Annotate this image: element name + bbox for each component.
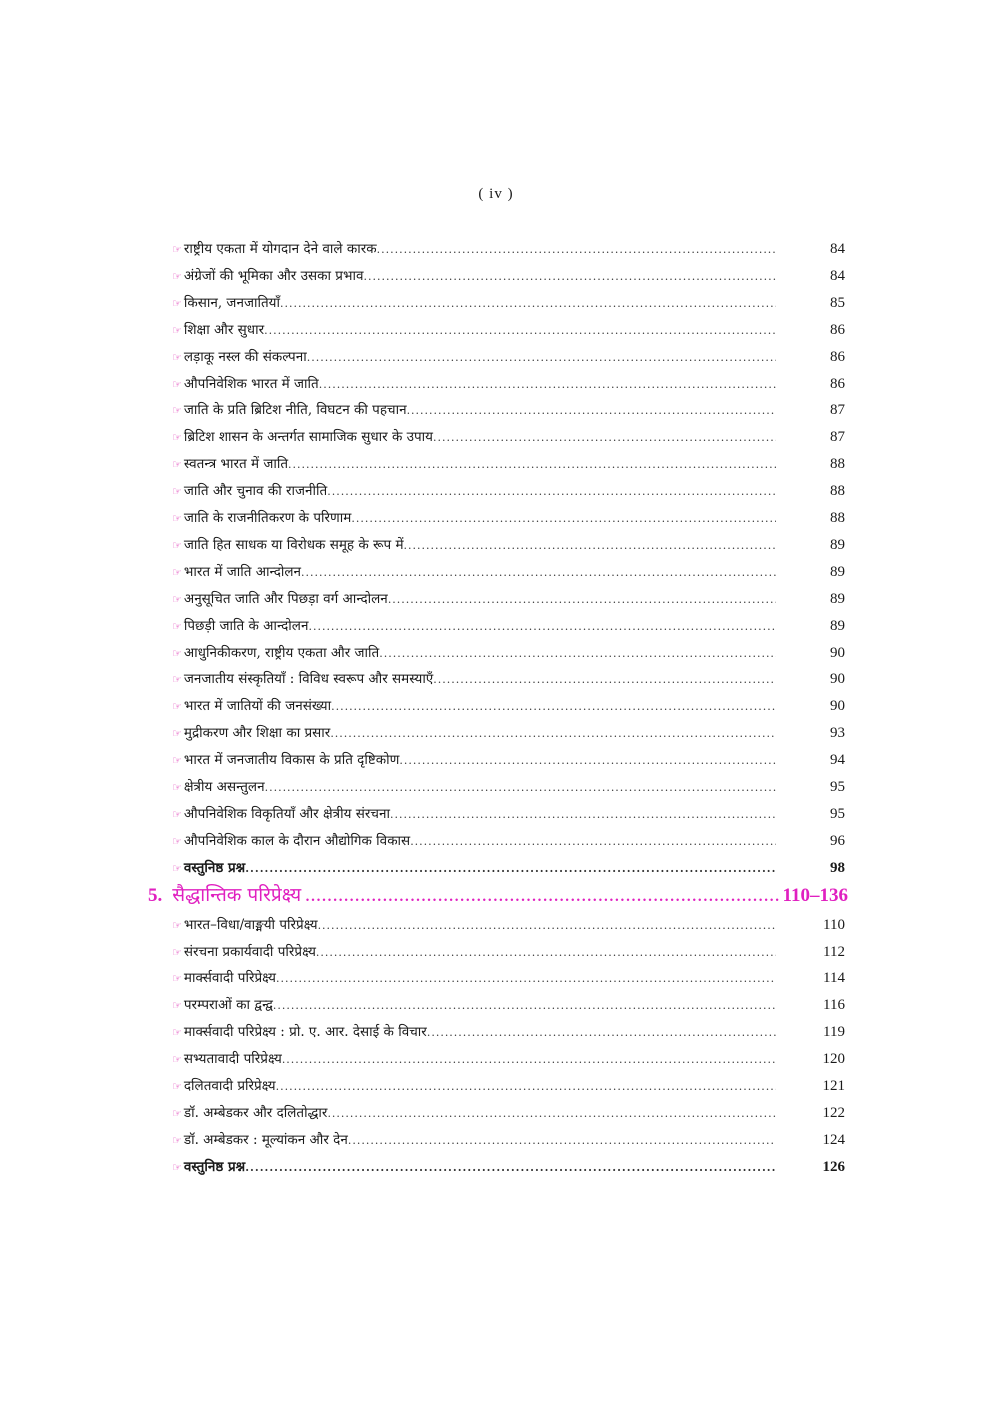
toc-entry-line <box>172 747 776 774</box>
toc-entry[interactable] <box>0 1073 992 1100</box>
pointing-hand-icon: ☞ <box>172 431 182 445</box>
dot-leader <box>433 666 776 693</box>
dot-leader <box>301 559 776 586</box>
dot-leader <box>388 586 776 613</box>
toc-entry-line <box>172 1127 776 1154</box>
toc-entry-title: भारत में जनजातीय विकास के प्रति दृष्टिकोण <box>183 752 400 769</box>
toc-entry-title: संरचना प्रकार्यवादी परिप्रेक्ष्य <box>183 943 316 960</box>
toc-entry[interactable] <box>0 747 992 774</box>
toc-entry-line <box>172 1073 776 1100</box>
pointing-hand-icon: ☞ <box>172 458 182 472</box>
toc-entry-page: 93 <box>830 725 845 742</box>
toc-entry-line <box>172 478 776 505</box>
dot-leader <box>245 1154 776 1181</box>
toc-entry[interactable] <box>0 451 992 478</box>
dot-leader <box>379 640 776 667</box>
pointing-hand-icon: ☞ <box>172 999 182 1013</box>
chapter-page-range: 110–136 <box>782 884 848 906</box>
toc-entry-title: राष्ट्रीय एकता में योगदान देने वाले कारक <box>183 241 377 257</box>
toc-entry-page: 84 <box>830 267 845 284</box>
toc-entry[interactable] <box>0 290 992 317</box>
toc-entry[interactable] <box>0 424 992 451</box>
dot-leader <box>399 747 776 774</box>
dot-leader <box>265 774 776 801</box>
toc-entry[interactable] <box>0 693 992 720</box>
toc-entry-page: 86 <box>830 375 845 392</box>
dot-leader <box>319 371 776 398</box>
pointing-hand-icon: ☞ <box>172 861 182 875</box>
dot-leader <box>282 1046 776 1073</box>
pointing-hand-icon: ☞ <box>172 700 182 714</box>
pointing-hand-icon: ☞ <box>172 1026 182 1040</box>
dot-leader <box>327 1100 776 1127</box>
toc-entry-line <box>172 693 776 720</box>
toc-entry-page: 96 <box>830 832 845 849</box>
chapter-title: सैद्धान्तिक परिप्रेक्ष्य <box>172 883 302 906</box>
dot-leader <box>331 693 776 720</box>
toc-entry-line <box>172 965 776 992</box>
toc-entry-title: आधुनिकीकरण, राष्ट्रीय एकता और जाति <box>183 644 380 661</box>
pointing-hand-icon: ☞ <box>172 512 182 525</box>
toc-entry-title: वस्तुनिष्ठ प्रश्न <box>183 1158 246 1175</box>
toc-entry-page: 119 <box>823 1024 845 1041</box>
toc-entry-page: 112 <box>823 943 845 960</box>
toc-entry-page: 124 <box>822 1131 845 1148</box>
toc-entry-line <box>172 1019 776 1046</box>
dot-leader <box>427 1019 776 1046</box>
toc-entry-title: भारत में जातियों की जनसंख्या <box>183 698 332 715</box>
dot-leader <box>363 263 776 290</box>
toc-entry-page: 84 <box>830 241 845 257</box>
toc-entry-page: 87 <box>830 402 845 419</box>
dot-leader <box>327 478 776 505</box>
toc-entry-line <box>172 992 776 1019</box>
toc-entry-line <box>172 1046 776 1073</box>
toc-entry[interactable] <box>0 774 992 801</box>
toc-entry-title: शिक्षा और सुधार <box>183 321 265 338</box>
pointing-hand-icon: ☞ <box>172 1133 182 1147</box>
pointing-hand-icon: ☞ <box>172 1160 182 1174</box>
dot-leader <box>264 317 776 344</box>
toc-entry[interactable] <box>0 965 992 992</box>
toc-entry-line <box>172 640 776 667</box>
toc-entry-title: जाति के प्रति ब्रिटिश नीति, विघटन की पहचान <box>183 402 407 419</box>
toc-entry-line <box>172 559 776 586</box>
toc-entry-title: मार्क्सवादी परिप्रेक्ष्य : प्रो. ए. आर. देसाई के विचार <box>183 1024 427 1041</box>
toc-entry-title: किसान, जनजातियाँ <box>183 294 280 311</box>
pointing-hand-icon: ☞ <box>172 673 182 687</box>
toc-entry-page: 90 <box>830 671 845 688</box>
pointing-hand-icon: ☞ <box>172 807 182 821</box>
toc-entry-page: 120 <box>822 1051 845 1068</box>
toc-entry-line <box>172 855 776 882</box>
toc-entry-line <box>172 532 776 559</box>
pointing-hand-icon: ☞ <box>172 269 182 283</box>
pointing-hand-icon: ☞ <box>172 592 182 606</box>
toc-entry-page: 95 <box>830 805 845 822</box>
toc-entry-title: मुद्रीकरण और शिक्षा का प्रसार <box>183 725 331 742</box>
toc-entry-title: दलितवादी प्ररिप्रेक्ष्य <box>183 1078 276 1094</box>
toc-entry[interactable] <box>0 720 992 747</box>
toc-entry[interactable] <box>0 505 992 532</box>
toc-entry-page: 90 <box>830 644 845 661</box>
toc-entry-line <box>172 939 776 966</box>
pointing-hand-icon: ☞ <box>172 727 182 741</box>
pointing-hand-icon: ☞ <box>172 754 182 768</box>
dot-leader <box>288 451 776 478</box>
dot-leader <box>307 344 776 371</box>
toc-entry[interactable] <box>0 397 992 424</box>
chapter-heading[interactable] <box>148 880 848 910</box>
pointing-hand-icon: ☞ <box>172 323 182 337</box>
toc-entry-page: 95 <box>830 779 845 795</box>
toc-entry[interactable] <box>0 801 992 828</box>
toc-entry-page: 94 <box>830 752 845 769</box>
toc-entry-title: औपनिवेशिक काल के दौरान औद्योगिक विकास <box>183 832 411 849</box>
toc-entry[interactable] <box>0 855 992 882</box>
toc-entry-page: 86 <box>830 321 845 338</box>
dot-leader <box>308 613 776 640</box>
toc-entry-page: 88 <box>830 456 845 473</box>
pointing-hand-icon: ☞ <box>172 296 182 310</box>
pointing-hand-icon: ☞ <box>172 646 182 660</box>
dot-leader <box>316 939 776 966</box>
toc-entry-page: 88 <box>830 483 845 500</box>
dot-leader <box>318 912 776 939</box>
toc-entry[interactable] <box>0 1019 992 1046</box>
toc-entry-line <box>172 586 776 613</box>
toc-entry-title: जाति के राजनीतिकरण के परिणाम <box>183 510 352 526</box>
toc-entry[interactable] <box>0 1154 992 1181</box>
dot-leader <box>305 883 778 910</box>
toc-entry-page: 126 <box>822 1158 845 1175</box>
toc-entry-line <box>172 801 776 828</box>
pointing-hand-icon: ☞ <box>172 350 182 364</box>
toc-entry-page: 116 <box>823 997 845 1014</box>
dot-leader <box>377 236 776 263</box>
toc-entry-title: लड़ाकू नस्ल की संकल्पना <box>183 348 307 365</box>
chapter-number: 5. <box>148 884 163 906</box>
pointing-hand-icon: ☞ <box>172 404 182 418</box>
toc-entry-page: 89 <box>830 617 845 634</box>
toc-entry-line <box>172 828 776 855</box>
toc-entry-page: 89 <box>830 590 845 607</box>
toc-entry[interactable] <box>0 828 992 855</box>
pointing-hand-icon: ☞ <box>172 1080 182 1093</box>
toc-entry[interactable] <box>0 613 992 640</box>
toc-entry-page: 89 <box>830 536 845 553</box>
toc-entry[interactable] <box>0 640 992 667</box>
dot-leader <box>348 1127 776 1154</box>
toc-entry[interactable] <box>0 1046 992 1073</box>
toc-entry[interactable] <box>0 344 992 371</box>
dot-leader <box>276 1073 776 1100</box>
pointing-hand-icon: ☞ <box>172 538 182 552</box>
dot-leader <box>245 855 776 882</box>
toc-entry-page: 122 <box>822 1104 845 1121</box>
toc-entry[interactable] <box>0 912 992 939</box>
toc-entry[interactable] <box>0 939 992 966</box>
pointing-hand-icon: ☞ <box>172 619 182 633</box>
toc-entry-title: अनुसूचित जाति और पिछड़ा वर्ग आन्दोलन <box>183 590 388 607</box>
toc-entry-title: जाति हित साधक या विरोधक समूह के रूप में <box>183 536 404 553</box>
toc-entry-title: भारत–विधा/वाङ्मयी परिप्रेक्ष्य <box>183 916 318 933</box>
toc-entry-title: स्वतन्त्र भारत में जाति <box>183 456 289 473</box>
pointing-hand-icon: ☞ <box>172 918 182 932</box>
pointing-hand-icon: ☞ <box>172 565 182 579</box>
toc-entry-line <box>172 774 776 801</box>
dot-leader <box>390 801 776 828</box>
toc-entry-title: डॉ. अम्बेडकर : मूल्यांकन और देन <box>183 1131 348 1148</box>
toc-entry-line <box>172 344 776 371</box>
dot-leader <box>280 290 776 317</box>
toc-entry[interactable] <box>0 478 992 505</box>
dot-leader <box>410 828 776 855</box>
dot-leader <box>433 424 776 451</box>
toc-entry-title: जाति और चुनाव की राजनीति <box>183 483 328 500</box>
toc-entry-title: ब्रिटिश शासन के अन्तर्गत सामाजिक सुधार के उपाय <box>183 429 434 446</box>
dot-leader <box>351 505 776 532</box>
toc-entry-title: मार्क्सवादी परिप्रेक्ष्य <box>183 970 277 987</box>
toc-entry[interactable] <box>0 371 992 398</box>
toc-entry-title: क्षेत्रीय असन्तुलन <box>183 779 265 795</box>
toc-entry-page: 88 <box>830 510 845 526</box>
toc-entry-line <box>172 720 776 747</box>
pointing-hand-icon: ☞ <box>172 485 182 499</box>
toc-entry-page: 85 <box>830 294 845 311</box>
toc-entry-line <box>172 613 776 640</box>
toc-entry[interactable] <box>0 992 992 1019</box>
toc-entry-line <box>172 451 776 478</box>
pointing-hand-icon: ☞ <box>172 243 182 256</box>
toc-entry-page: 98 <box>830 859 845 876</box>
toc-entry-title: सभ्यतावादी परिप्रेक्ष्य <box>183 1051 282 1068</box>
toc-entry-line <box>172 666 776 693</box>
pointing-hand-icon: ☞ <box>172 972 182 986</box>
toc-entry-title: परम्पराओं का द्वन्द्व <box>183 997 273 1014</box>
toc-entry[interactable] <box>0 586 992 613</box>
toc-entry-title: औपनिवेशिक विकृतियाँ और क्षेत्रीय संरचना <box>183 805 390 822</box>
toc-entry[interactable] <box>0 1100 992 1127</box>
toc-entry-page: 87 <box>830 429 845 446</box>
toc-entry-line <box>172 424 776 451</box>
toc-entry[interactable] <box>0 263 992 290</box>
toc-entry[interactable] <box>0 559 992 586</box>
pointing-hand-icon: ☞ <box>172 945 182 959</box>
toc-entry-line <box>172 263 776 290</box>
toc-entry-page: 90 <box>830 698 845 715</box>
toc-entry[interactable] <box>0 236 992 263</box>
pointing-hand-icon: ☞ <box>172 377 182 391</box>
toc-entry-title: जनजातीय संस्कृतियाँ : विविध स्वरूप और समस्याएँ <box>183 671 434 688</box>
dot-leader <box>273 992 776 1019</box>
toc-entry-page: 86 <box>830 348 845 365</box>
toc-entry-page: 89 <box>830 563 845 580</box>
toc-entry-page: 121 <box>822 1078 845 1094</box>
toc-entry-line <box>172 1154 776 1181</box>
toc-entry[interactable] <box>0 317 992 344</box>
toc-entry-page: 110 <box>823 916 845 933</box>
toc-entry-title: औपनिवेशिक भारत में जाति <box>183 375 319 392</box>
dot-leader <box>330 720 776 747</box>
toc-entry[interactable] <box>0 532 992 559</box>
toc-entry[interactable] <box>0 666 992 693</box>
toc-entry-title: डॉ. अम्बेडकर और दलितोद्धार <box>183 1104 328 1121</box>
page-number: ( iv ) <box>478 186 514 202</box>
dot-leader <box>276 965 776 992</box>
pointing-hand-icon: ☞ <box>172 834 182 848</box>
toc-entry-line <box>172 371 776 398</box>
dot-leader <box>407 397 776 424</box>
toc-entry-line <box>172 236 776 263</box>
pointing-hand-icon: ☞ <box>172 781 182 794</box>
toc-entry[interactable] <box>0 1127 992 1154</box>
toc-entry-line <box>172 912 776 939</box>
toc-entry-page: 114 <box>823 970 845 987</box>
dot-leader <box>404 532 776 559</box>
toc-entry-line <box>172 290 776 317</box>
toc-entry-title: वस्तुनिष्ठ प्रश्न <box>183 859 246 876</box>
toc-entry-line <box>172 317 776 344</box>
pointing-hand-icon: ☞ <box>172 1106 182 1120</box>
toc-entry-line <box>172 505 776 532</box>
toc-entry-title: अंग्रेजों की भूमिका और उसका प्रभाव <box>183 267 364 284</box>
toc-entry-line <box>172 397 776 424</box>
toc-entry-line <box>172 1100 776 1127</box>
toc-entry-title: भारत में जाति आन्दोलन <box>183 563 302 580</box>
toc-entry-title: पिछड़ी जाति के आन्दोलन <box>183 617 309 634</box>
pointing-hand-icon: ☞ <box>172 1053 182 1067</box>
